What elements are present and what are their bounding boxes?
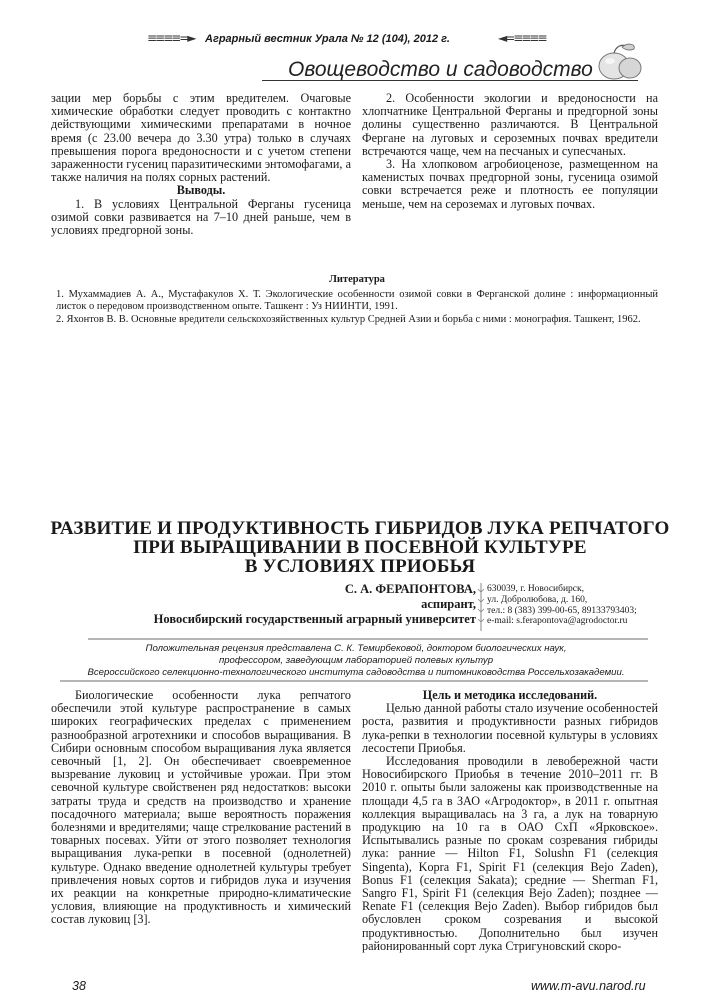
article-title-line: РАЗВИТИЕ И ПРОДУКТИВНОСТЬ ГИБРИДОВ ЛУКА РЕПЧАТОГО	[50, 518, 670, 539]
prev-article-left-column	[51, 92, 351, 237]
contact-line: ул. Добролюбова, д. 160,	[487, 594, 588, 605]
article-title	[40, 519, 680, 576]
contact-email: e-mail: s.ferapontova@agrodoctor.ru	[487, 616, 628, 627]
author-contact	[487, 584, 667, 627]
fruit-emblem-icon	[592, 40, 648, 84]
author-role: аспирант,	[421, 597, 476, 611]
page-number: 38	[72, 979, 86, 993]
conclusion-item: 1. В условиях Центральной Ферганы гусеница озимой совки развивается на 7–10 дней раньше, чем в условиях предгорной зоны.	[51, 196, 351, 238]
references	[56, 274, 658, 326]
reference-item: 2. Яхонтов В. В. Основные вредители сельскохозяйственных культур Средней Азии и борьба с ними : монография. Ташкент, 1962.	[56, 313, 641, 325]
author-block	[90, 582, 476, 627]
conclusions-heading: Выводы.	[176, 183, 226, 198]
review-line: профессором, заведующим лабораторией полевых культур	[218, 655, 494, 666]
article-title-line: ПРИ ВЫРАЩИВАНИИ В ПОСЕВНОЙ КУЛЬТУРЕ	[133, 537, 587, 558]
review-note	[56, 643, 656, 679]
methods-paragraph: Целью данной работы стало изучение особенностей роста, развития и продуктивности разных гибридов лука-репки в технологии посевной культуры в условиях лесостепи Приобья.	[362, 701, 658, 755]
article-title-line: В УСЛОВИЯХ ПРИОБЬЯ	[244, 556, 476, 577]
review-rule-bottom	[60, 680, 648, 682]
reference-item: 1. Мухаммадиев А. А., Мустафакулов Х. Т. Экологические особенности озимой совки в Ферганской долине : информационный листок о передовом производственном опыте. Ташкент : Уз НИИНТИ, 1991.	[56, 288, 658, 312]
journal-title: Аграрный вестник Урала № 12 (104), 2012 г.	[205, 33, 450, 45]
author-name: С. А. ФЕРАПОНТОВА,	[344, 582, 476, 596]
intro-paragraph: Биологические особенности лука репчатого обеспечили этой культуре распространение в самых широких географических пределах с применением разнообразной агротехники и способов выращивания. В Сибири основным способом выращивания лука является севочный [1, 2]. Он обеспечивает своевременное вызревание луковиц и устойчивые урожаи. При этом севочной культуре свойственен ряд недостатков: высоки затраты труда и средств на производство и хранение посадочного материала; выше вероятность поражения болезнями и вредителями; чаще стрелкование растений в товарных посевах. Уйти от этого позволяет технология выращивания лука-репки в посевной (однолетней) культуре. Однако введение однолетней культуры требует привлечения новых сортов и гибридов лука и изучения их реакции на конкретные природно-климатические условия, влияющие на продуктивность и химический состав луковиц [3].	[51, 688, 351, 927]
contact-line: 630039, г. Новосибирск,	[487, 584, 585, 594]
author-affiliation: Новосибирский государственный аграрный университет	[153, 612, 476, 626]
contact-divider-icon	[477, 583, 485, 631]
references-heading: Литература	[329, 274, 385, 285]
review-line: Всероссийского селекционно-технологического института садоводства и питомниководства Россельхозакадемии.	[87, 667, 625, 678]
conclusion-item: 2. Особенности экологии и вредоносности на хлопчатнике Центральной Ферганы и предгорной зоны долины существенно различаются. В Центральной Фергане на луговых и сероземных почвах вредители встречаются чаще, чем на песчаных и супесчаных.	[362, 91, 658, 158]
review-rule-top	[88, 638, 648, 640]
review-line: Положительная рецензия представлена С. К. Темирбековой, доктором биологических наук,	[145, 643, 567, 654]
prev-article-right-column	[362, 92, 658, 211]
conclusion-item: 3. На хлопковом агробиоценозе, размещенном на каменистых почвах предгорной зоны, гусеница озимой совки встречается реже и плотность ее популяции меньше, чем на сероземах и луговых почвах.	[362, 157, 658, 211]
article-left-column	[51, 689, 351, 927]
article-right-column	[362, 689, 658, 953]
right-ornament: ◄=≡≡≡≡	[498, 31, 546, 45]
methods-heading: Цель и методика исследований.	[422, 688, 598, 702]
methods-paragraph: Исследования проводили в левобережной части Новосибирского Приобья в течение 2010–2011 гг. В 2010 г. опыты были заложены как производственные на площади 4,5 га в ЗАО «Агродоктор», в 2011 г. опытная коллекция выращивалась на 3 га, а лук на товарную продукцию на 10 га в ОАО СхП «Ярковское». Испытывались разные по срокам созревания гибриды лука: ранние — Hilton F1, Solushn F1 (селекция Singenta), Kopra F1, Spirit F1 (селекция Bejo Zaden), Bonus F1 (селекция Sakata); средние — Sherman F1, Sangro F1, Spirit F1 (селекция Bejo Zaden); позднее — Renate F1 (селекция Bejo Zaden). Выбор гибридов был обусловлен сроком созревания и высокой продуктивностью. Дополнительно был изучен районированный сорт лука Стригуновский скоро-	[362, 754, 658, 953]
left-ornament: ≡≡≡≡=►	[147, 31, 195, 45]
section-title: Овощеводство и садоводство	[288, 58, 593, 81]
footer-url: www.m-avu.narod.ru	[531, 979, 646, 993]
prev-paragraph: зации мер борьбы с этим вредителем. Очаговые химические обработки следует проводить с контактно действующими химическими препаратами в ночное время (с 23.00 вечера до 3.30 утра) только в случаях превышения порога вредоносности и с учетом степени зараженности гусениц паразитическими энтомофагами, а также наличия на полях сорных растений.	[51, 91, 351, 185]
contact-line: тел.: 8 (383) 399-00-65, 89133793403;	[487, 605, 637, 616]
